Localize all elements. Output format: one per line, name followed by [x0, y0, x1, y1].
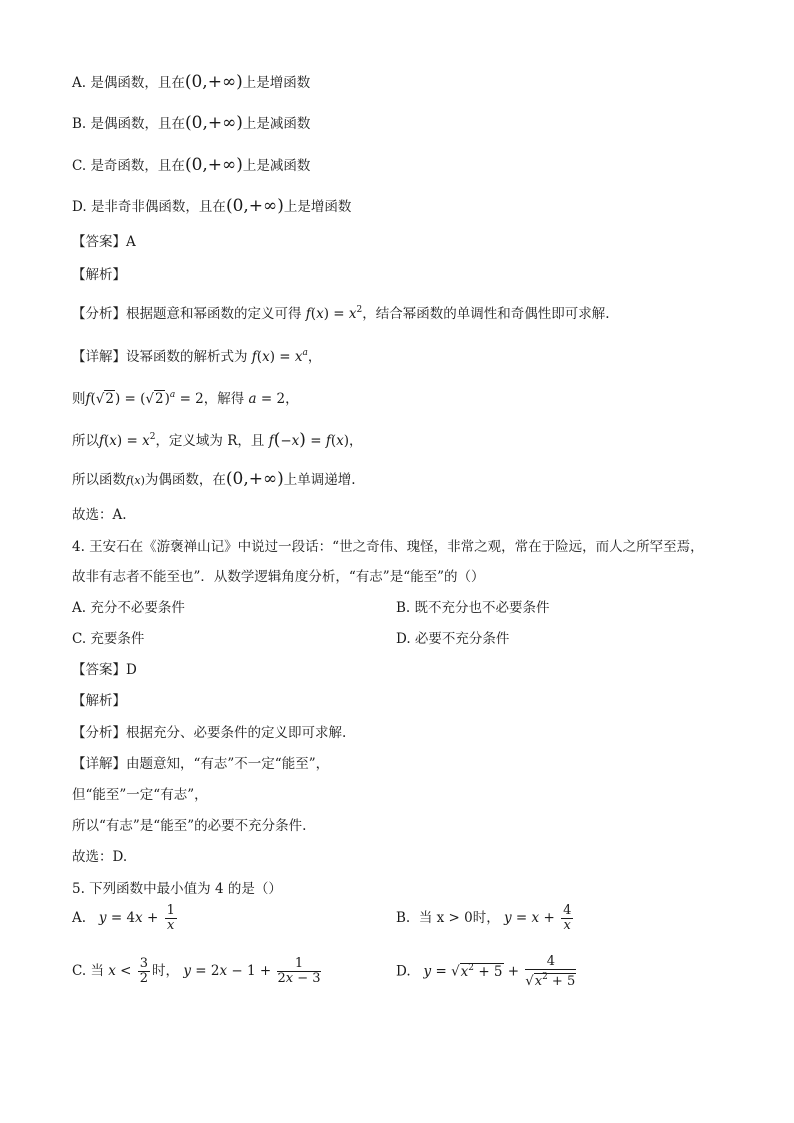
q4-step-2: 但“能至”一定“有志”， [72, 787, 208, 803]
q4-xiangjie: 【详解】由题意知，“有志”不一定“能至”， [72, 756, 330, 772]
step-text: ，定义域为 R，且 [155, 433, 265, 449]
q4-step-3: 所以“有志”是“能至”的必要不充分条件. [72, 818, 307, 834]
q4-option-d: D. 必要不充分条件 [396, 631, 510, 647]
q4-conclusion: 故选：D. [72, 849, 128, 865]
option-text: 上是增函数 [242, 75, 311, 91]
fraction: $\frac{1}{x}$ [166, 903, 175, 933]
answer-value: A [126, 234, 136, 250]
answer-tag: 【答案】 [72, 662, 126, 678]
q3-xiangjie: 【详解】设幂函数的解析式为 $f(x) = x^a$， [72, 348, 322, 365]
fenxi-text: ，结合幂函数的单调性和奇偶性即可求解. [362, 306, 610, 322]
interval: (0,+∞) [184, 72, 243, 92]
interval: (0,+∞) [184, 155, 243, 175]
q3-option-d [72, 196, 351, 217]
xiangjie-tag: 【详解】 [72, 349, 126, 365]
step-text: 所以函数 [72, 472, 126, 488]
option-text: 是非奇非偶函数，且在 [90, 199, 226, 215]
q3-option-b [72, 113, 310, 134]
q4-option-b: B. 既不充分也不必要条件 [396, 600, 550, 616]
step-text: 上单调递增. [283, 472, 356, 488]
q5-option-a: A. y = 4x + $\frac{1}{x}$ [72, 903, 175, 933]
option-label: A. [72, 910, 87, 926]
q4-option-c: C. 充要条件 [72, 631, 145, 647]
q5-stem: 5. 下列函数中最小值为 4 的是（） [72, 881, 282, 897]
xiangjie-text: 设幂函数的解析式为 [126, 349, 248, 365]
fenxi-text: 根据题意和幂函数的定义可得 [126, 306, 302, 322]
option-text: 是奇函数，且在 [90, 158, 185, 174]
condition-text: 当 [418, 910, 433, 926]
option-text: 是偶函数，且在 [90, 116, 186, 132]
option-label: C. [72, 963, 87, 979]
formula-fx-xa: f [251, 349, 257, 365]
q4-analysis-tag: 【解析】 [72, 693, 126, 709]
q3-conclusion: 故选：A. [72, 507, 127, 523]
q3-fenxi: 【分析】根据题意和幂函数的定义可得 $f(x) = x^2$，结合幂函数的单调性和奇偶性即可求解. [72, 305, 610, 322]
step-text: ，解得 [203, 391, 245, 407]
condition-text: 当 [90, 963, 104, 979]
option-label: A. [72, 75, 87, 91]
interval: (0,+∞) [225, 196, 284, 216]
q3-analysis-tag: 【解析】 [72, 267, 126, 283]
q4-stem-line2: 故非有志者不能至也”．从数学逻辑角度分析，“有志”是“能至”的（） [72, 569, 485, 585]
option-label: D. [72, 199, 87, 215]
condition-text: 时， [152, 963, 180, 979]
option-label: D. [396, 963, 411, 980]
answer-tag: 【答案】 [72, 234, 126, 250]
q4-option-a: A. 充分不必要条件 [72, 600, 185, 616]
q5-option-b: B. 当 x > 0时， y = x + $\frac{4}{x}$ [396, 903, 572, 933]
q3-answer [72, 232, 136, 252]
q5-option-c: C. 当 x < $\frac{3}{2}$ 时， y = 2x − 1 + $\frac{1}{2x - 3}$ [72, 956, 321, 986]
q4-stem-line1: 4. 王安石在《游褒禅山记》中说过一段话：“世之奇伟、瑰怪，非常之观，常在于险远，而人之所罕至焉， [72, 539, 704, 555]
option-label: B. [396, 910, 411, 926]
fraction: $\frac{1}{2x - 3}$ [277, 956, 321, 986]
step-text: 为偶函数，在 [144, 472, 226, 488]
q4-answer [72, 660, 137, 680]
q3-step-suoyi1: 所以$f(x) = x^2$，定义域为 R，且 f(−x) = f(x)， [72, 430, 363, 450]
fraction: $\frac{3}{2}$ [139, 956, 149, 986]
option-label: B. [72, 116, 87, 132]
q5-option-d: D. $y = √x^2 + 5$ + $\frac{4}{√x^2 + 5}$ [396, 954, 576, 989]
step-text: 所以 [72, 433, 99, 449]
q3-option-c [72, 155, 310, 176]
option-label: C. [72, 158, 87, 174]
condition-text: 时， [472, 910, 500, 926]
q3-step-ze: 则$f(√2) = (√2)^a = 2$，解得 a = 2， [72, 390, 299, 407]
q3-option-a [72, 72, 310, 93]
q4-fenxi: 【分析】根据充分、必要条件的定义即可求解. [72, 725, 347, 741]
fraction: $\frac{4}{x}$ [563, 903, 572, 933]
fraction: $\frac{4}{√x^2 + 5}$ [525, 954, 576, 989]
interval: (0,+∞) [185, 113, 243, 133]
fenxi-tag: 【分析】 [72, 306, 126, 322]
formula-fx-x2: f [305, 306, 311, 322]
answer-value: D [126, 662, 137, 678]
option-text: 是偶函数，且在 [90, 75, 185, 91]
interval: (0,+∞) [225, 469, 284, 489]
step-text: 则 [72, 391, 86, 407]
option-text: 上是减函数 [242, 116, 311, 132]
q3-step-suoyi2: 所以函数f(x)为偶函数，在(0,+∞)上单调递增. [72, 469, 356, 489]
option-text: 上是增函数 [283, 199, 352, 215]
option-text: 上是减函数 [242, 158, 311, 174]
